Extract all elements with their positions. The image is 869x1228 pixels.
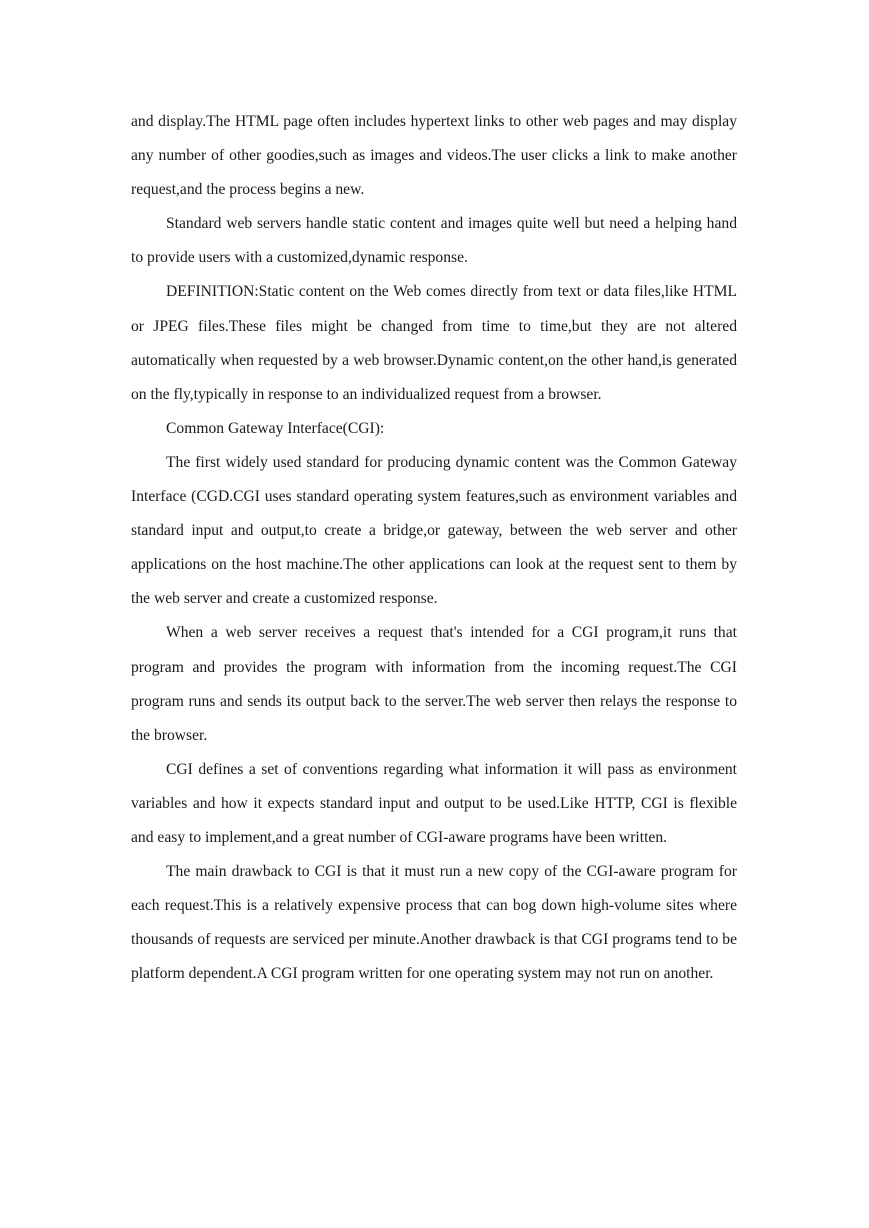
paragraph-cgi-drawbacks: The main drawback to CGI is that it must run a new copy of the CGI-aware program for each request.This is a relatively expensive process that can bog down high-volume sites where thousands of requests are serviced per minute.Another drawback is that CGI programs tend to be platform dependent.A CGI program written for one operating system may not run on another.: [131, 863, 737, 983]
paragraph-standard-web-servers: Standard web servers handle static content and images quite well but need a helping hand to provide users with a customized,dynamic response.: [131, 215, 737, 267]
paragraph-cgi-request-flow: When a web server receives a request that's intended for a CGI program,it runs that program and provides the program with information from the incoming request.The CGI program runs and sends its output back to the server.The web server then relays the response to the browser.: [131, 624, 737, 744]
paragraph-cgi-standard: The first widely used standard for producing dynamic content was the Common Gateway Interface (CGD.CGI uses standard operating system features,such as environment variables and standard input and output,to create a bridge,or gateway, between the web server and other applications on the host machine.The other applications can look at the request sent to them by the web server and create a customized response.: [131, 453, 737, 608]
paragraph-display-continuation: and display.The HTML page often includes hypertext links to other web pages and may display any number of other goodies,such as images and videos.The user clicks a link to make another request,and the process begins a new.: [131, 113, 737, 199]
paragraph-definition-static-content: DEFINITION:Static content on the Web comes directly from text or data files,like HTML or JPEG files.These files might be changed from time to time,but they are not altered automatically when requested by a web browser.Dynamic content,on the other hand,is generated on the fly,typically in response to an individualized request from a browser.: [131, 283, 737, 403]
document-page: [131, 105, 737, 991]
section-heading-cgi: Common Gateway Interface(CGI):: [166, 419, 385, 437]
paragraph-cgi-conventions: CGI defines a set of conventions regarding what information it will pass as environment variables and how it expects standard input and output to be used.Like HTTP, CGI is flexible and easy to implement,and a great number of CGI-aware programs have been written.: [131, 760, 737, 846]
